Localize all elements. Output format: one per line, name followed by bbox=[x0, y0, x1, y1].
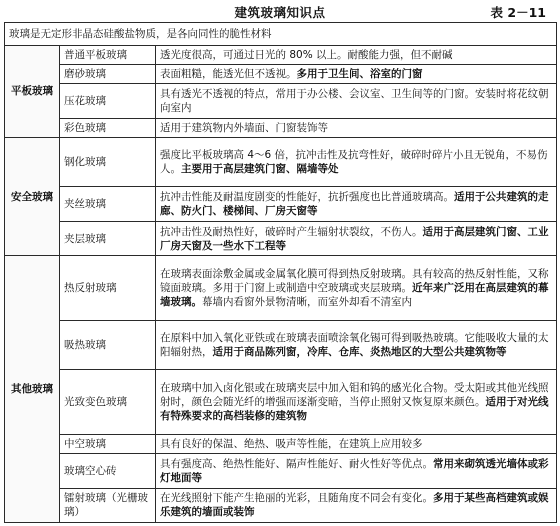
glass-description: 表面粗糙，能透光但不透视。多用于卫生间、浴室的门窗 bbox=[156, 64, 557, 83]
table-row bbox=[5, 370, 557, 435]
glass-description: 具有强度高、绝热性能好、隔声性能好、耐火性好等优点。常用来砌筑透光墙体或彩灯地面等 bbox=[156, 454, 557, 488]
table-row bbox=[5, 320, 557, 369]
glass-knowledge-table bbox=[4, 22, 557, 523]
table-row bbox=[5, 454, 557, 488]
page-title: 建筑玻璃知识点 bbox=[234, 5, 326, 20]
glass-description: 透光度很高，可通过日光的 80% 以上。耐酸能力强，但不耐碱 bbox=[156, 45, 557, 64]
glass-name: 热反射玻璃 bbox=[60, 256, 156, 321]
category-flat-glass: 平板玻璃 bbox=[5, 45, 60, 137]
glass-name: 吸热玻璃 bbox=[60, 320, 156, 369]
table-row bbox=[5, 221, 557, 255]
glass-description: 抗冲击性及耐热性好，破碎时产生辐射状裂纹，不伤人。适用于高层建筑门窗、工业厂房天窗及一些水下工程等 bbox=[156, 221, 557, 255]
glass-name: 中空玻璃 bbox=[60, 434, 156, 453]
intro-row bbox=[5, 23, 557, 46]
table-row bbox=[5, 64, 557, 83]
glass-description: 适用于建筑物内外墙面、门窗装饰等 bbox=[156, 118, 557, 137]
table-row bbox=[5, 434, 557, 453]
table-number: 表 2－11 bbox=[490, 5, 546, 20]
table-row bbox=[5, 118, 557, 137]
glass-name: 压花玻璃 bbox=[60, 84, 156, 118]
intro-text: 玻璃是无定形非晶态硅酸盐物质，是各向同性的脆性材料 bbox=[5, 23, 557, 46]
table-row bbox=[5, 84, 557, 118]
table-row bbox=[5, 488, 557, 522]
table-row bbox=[5, 256, 557, 321]
table-row bbox=[5, 138, 557, 187]
table-row bbox=[5, 187, 557, 221]
glass-name: 玻璃空心砖 bbox=[60, 454, 156, 488]
glass-name: 彩色玻璃 bbox=[60, 118, 156, 137]
glass-name: 钢化玻璃 bbox=[60, 138, 156, 187]
glass-name: 普通平板玻璃 bbox=[60, 45, 156, 64]
glass-name: 夹丝玻璃 bbox=[60, 187, 156, 221]
category-other-glass: 其他玻璃 bbox=[5, 256, 60, 523]
glass-name: 镭射玻璃（光栅玻璃） bbox=[60, 488, 156, 522]
category-safety-glass: 安全玻璃 bbox=[5, 138, 60, 256]
table-row bbox=[5, 45, 557, 64]
glass-name: 磨砂玻璃 bbox=[60, 64, 156, 83]
glass-description: 具有透光不透视的特点，常用于办公楼、会议室、卫生间等的门窗。安装时将花纹朝向室内 bbox=[156, 84, 557, 118]
glass-description: 强度比平板玻璃高 4～6 倍，抗冲击性及抗弯性好，破碎时碎片小且无锐角，不易伤人。主要用于高层建筑门窗、隔墙等处 bbox=[156, 138, 557, 187]
glass-description: 抗冲击性能及耐温度剧变的性能好，抗折强度也比普通玻璃高。适用于公共建筑的走廊、防火门、楼梯间、厂房天窗等 bbox=[156, 187, 557, 221]
title-bar bbox=[0, 0, 560, 22]
glass-description: 在原料中加入氧化亚铁或在玻璃表面喷涂氧化锡可得到吸热玻璃。它能吸收大量的太阳辐射热，适用于商品陈列窗，冷库、仓库、炎热地区的大型公共建筑物等 bbox=[156, 320, 557, 369]
glass-name: 光致变色玻璃 bbox=[60, 370, 156, 435]
glass-description: 在光线照射下能产生艳丽的光彩，且随角度不同会有变化。多用于某些高档建筑或娱乐建筑的墙面或装饰 bbox=[156, 488, 557, 522]
glass-description: 在玻璃表面涂敷金属或金属氧化膜可得到热反射玻璃。具有较高的热反射性能，又称镜面玻璃。多用于门窗上或制造中空玻璃或夹层玻璃。近年来广泛用在高层建筑的幕墙玻璃。幕墙内看窗外景物清晰，而室外却看不清室内 bbox=[156, 256, 557, 321]
glass-description: 具有良好的保温、绝热、吸声等性能，在建筑上应用较多 bbox=[156, 434, 557, 453]
glass-name: 夹层玻璃 bbox=[60, 221, 156, 255]
glass-description: 在玻璃中加入卤化银或在玻璃夹层中加入钼和钨的感光化合物。受太阳或其他光线照射时，颜色会随光纤的增强而逐渐变暗，当停止照射又恢复原来颜色。适用于对光线有特殊要求的高档装修的建筑物 bbox=[156, 370, 557, 435]
